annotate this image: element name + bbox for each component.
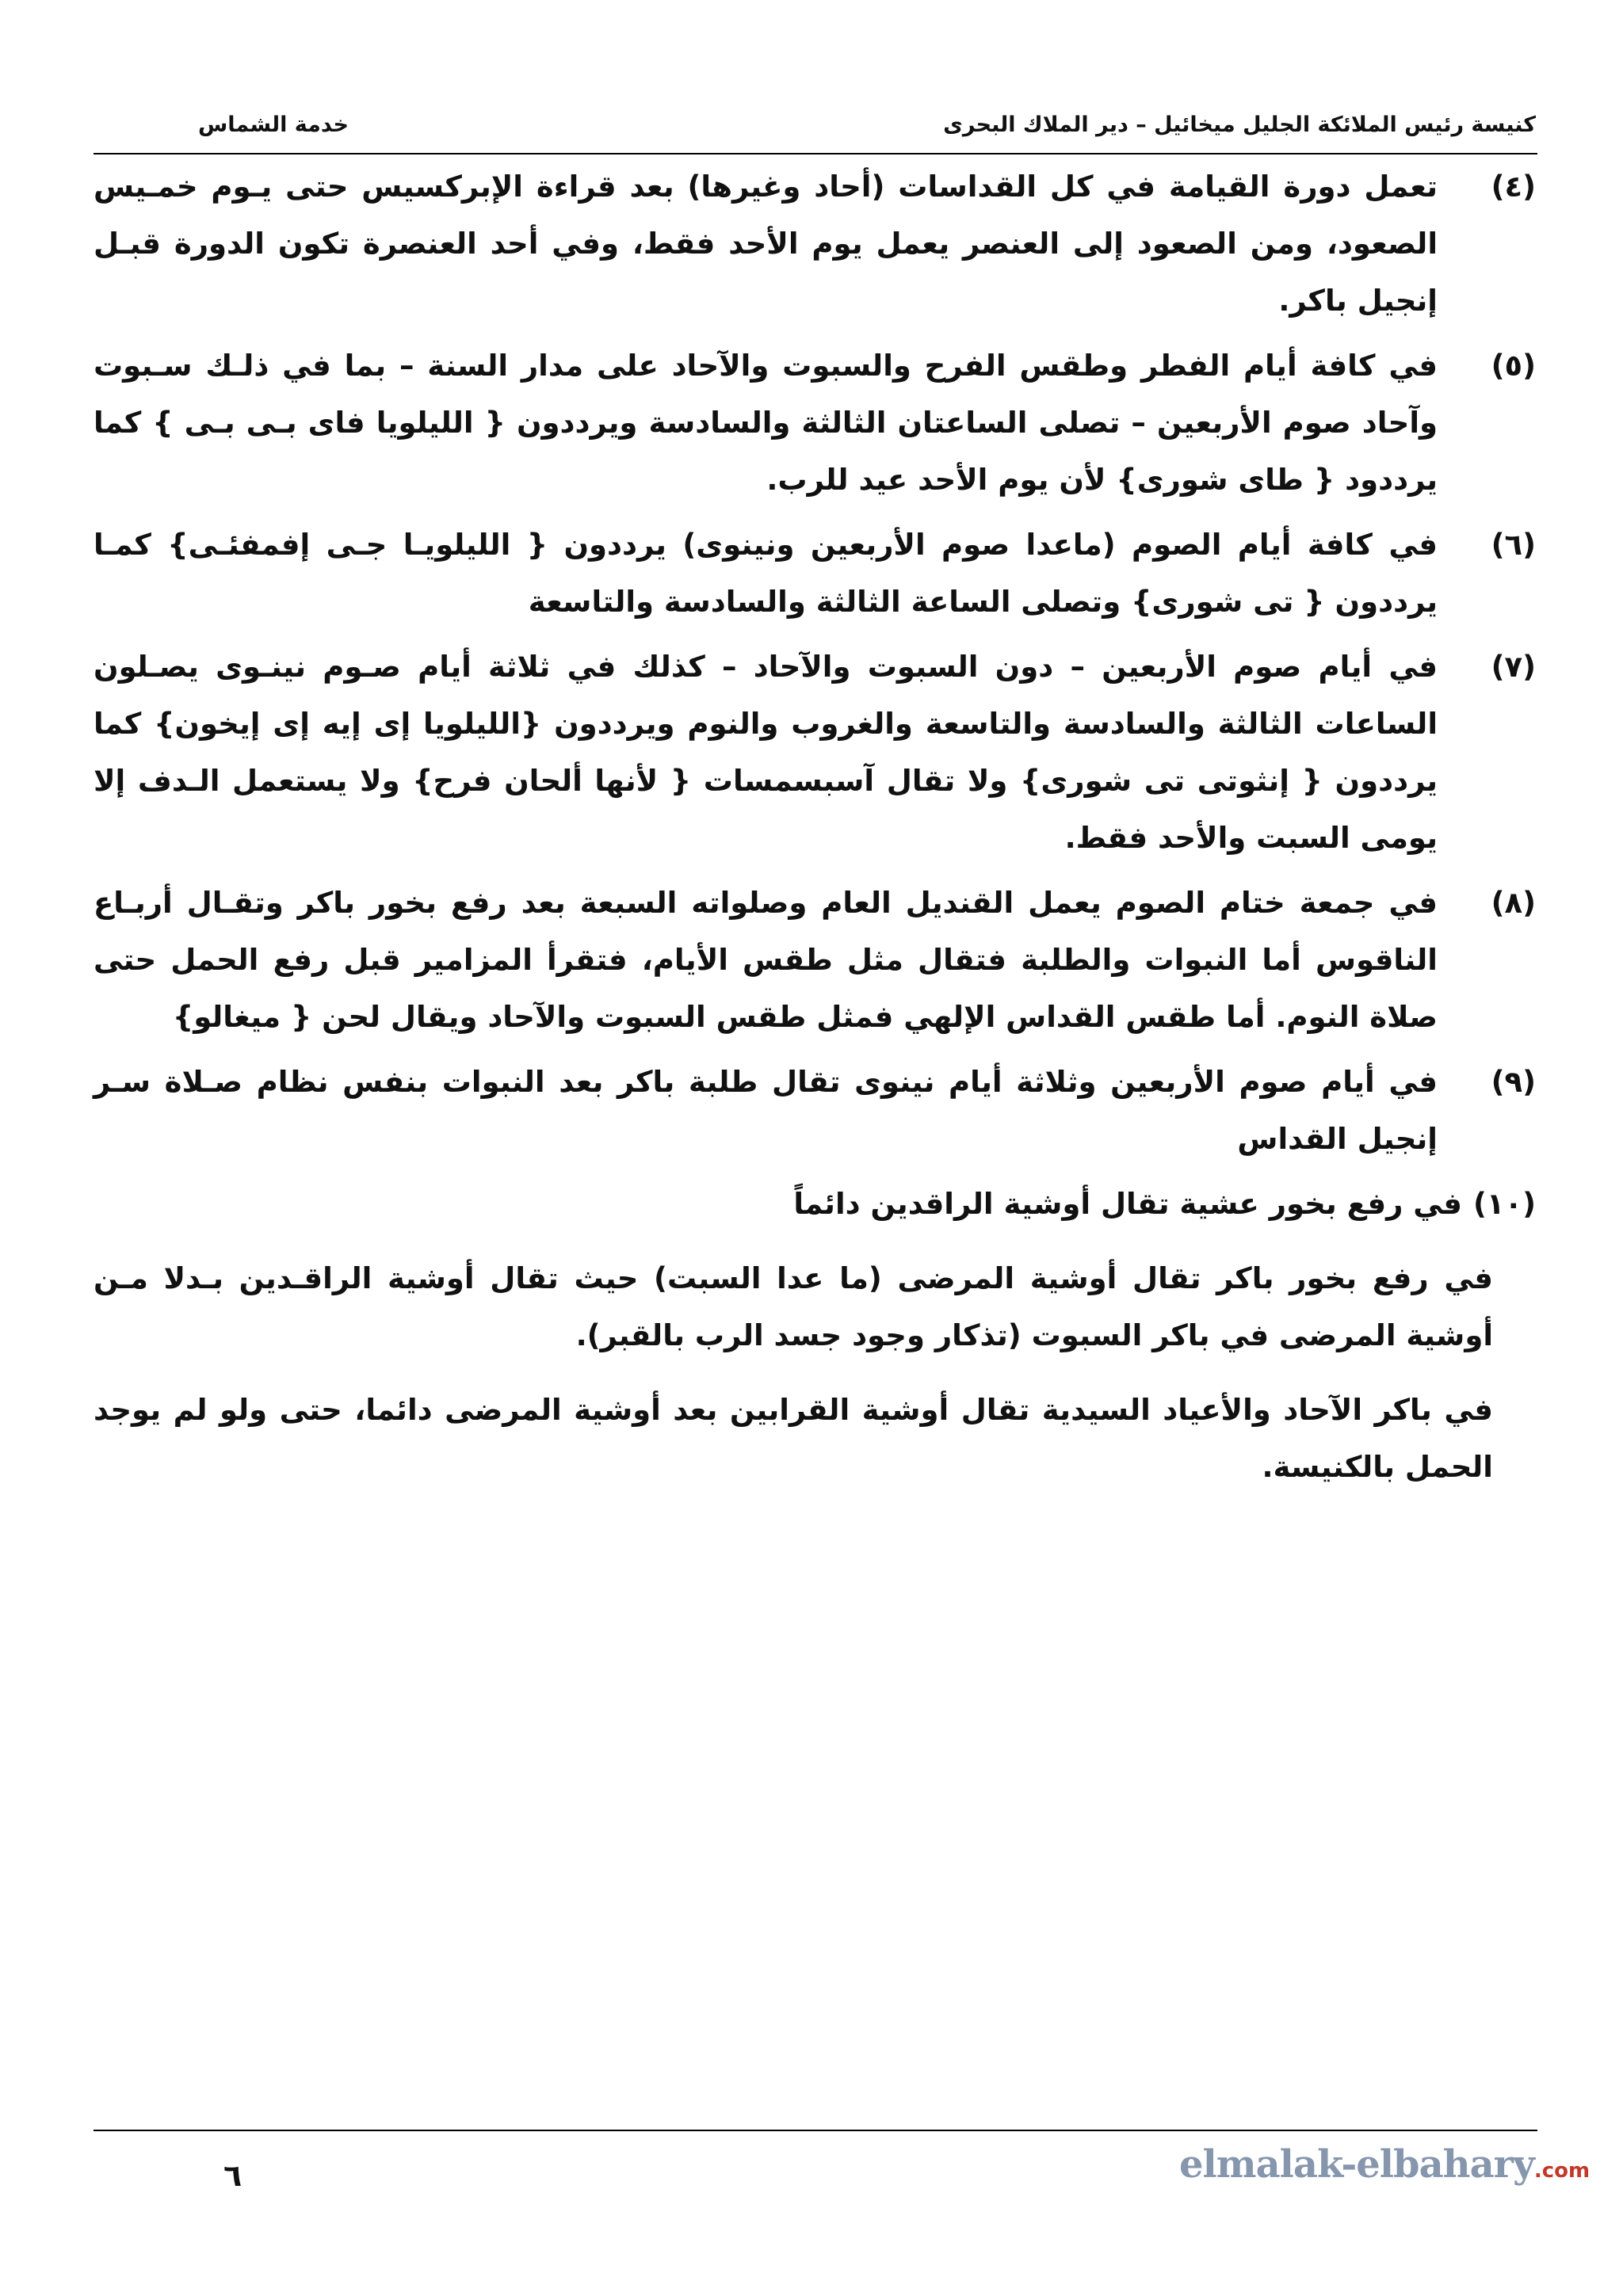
paragraph-sunday-feasts: في باكر الآحاد والأعياد السيدية تقال أوشية القرابين بعد أوشية المرضى دائما، حتى ولو لم يوجد الحمل بالكنيسة. (94, 1393, 1493, 1484)
rule-item-5 (94, 338, 1536, 509)
website-logo (1179, 2142, 1590, 2187)
logo-name: elmalak-elbahary (1179, 2142, 1534, 2187)
main-content (94, 158, 1536, 1496)
logo-domain: .com (1533, 2159, 1591, 2183)
item-number: (٦) (1491, 528, 1536, 562)
rule-item-9 (94, 1054, 1536, 1168)
item-number: (١٠) (1472, 1187, 1536, 1221)
item-text: في رفع بخور عشية تقال أوشية الراقدين دائماً (793, 1187, 1462, 1221)
paragraph-morning-incense: في رفع بخور باكر تقال أوشية المرضى (ما عدا السبت) حيث تقال أوشية الراقـدين بـدلا مـن أوشية المرضى في باكر السبوت (تذكار وجود جسد الرب بالقبر). (94, 1261, 1493, 1352)
footer-divider (94, 2130, 1537, 2131)
item-text: في أيام صوم الأربعين – دون السبوت والآحاد – كذلك في ثلاثة أيام صـوم نينـوى يصـلون الساعات الثالثة والسادسة والتاسعة والغروب والنوم ويرددون {الليلويا إى إيه إى إيخون} كما يرددون { إنثوتى تى شورى} ولا تقال آسبسمسات { لأنها ألحان فرح} ولا يستعمل الـدف إلا يومى السبت والأحد فقط. (94, 650, 1438, 855)
header-church-title: كنيسة رئيس الملائكة الجليل ميخائيل – دير الملاك البحرى (943, 113, 1536, 137)
item-number: (٧) (1491, 650, 1536, 684)
header-divider (94, 153, 1537, 154)
header-section-title: خدمة الشماس (198, 113, 349, 137)
rule-item-4 (94, 158, 1536, 330)
item-text: في أيام صوم الأربعين وثلاثة أيام نينوى تقال طلبة باكر بعد النبوات بنفس نظام صـلاة سـر إنجيل القداس (94, 1065, 1438, 1156)
rule-item-8 (94, 875, 1536, 1046)
item-text: في كافة أيام الفطر وطقس الفرح والسبوت والآحاد على مدار السنة – بما في ذلـك سـبوت وآحاد صوم الأربعين – تصلى الساعتان الثالثة والسادسة ويرددون { الليلويا فاى بـى بـى } كما يرددود { طاى شورى} لأن يوم الأحد عيد للرب. (94, 349, 1438, 497)
item-number: (٤) (1491, 170, 1536, 204)
item-number: (٥) (1491, 349, 1536, 383)
item-text: في جمعة ختام الصوم يعمل القنديل العام وصلواته السبعة بعد رفع بخور باكر وتقـال أربـاع الناقوس أما النبوات والطلبة فتقال مثل طقس الأيام، فتقرأ المزامير قبل رفع الحمل حتى صلاة النوم. أما طقس القداس الإلهي فمثل طقس السبوت والآحاد ويقال لحن { ميغالو} (94, 886, 1438, 1034)
rule-item-10 (94, 1176, 1536, 1233)
item-number: (٨) (1491, 886, 1536, 920)
item-number: (٩) (1491, 1065, 1536, 1099)
item-text: في كافة أيام الصوم (ماعدا صوم الأربعين ونينوى) يرددون { الليلويـا جـى إفمفئـى} كمـا يرددون { تى شورى} وتصلى الساعة الثالثة والسادسة والتاسعة (94, 528, 1438, 619)
rule-item-7 (94, 639, 1536, 867)
rule-item-6 (94, 517, 1536, 631)
page-number: ٦ (223, 2158, 242, 2193)
item-text: تعمل دورة القيامة في كل القداسات (أحاد وغيرها) بعد قراءة الإبركسيس حتى يـوم خمـيس الصعود، ومن الصعود إلى العنصر يعمل يوم الأحد فقط، وفي أحد العنصرة تكون الدورة قبـل إنجيل باكر. (94, 170, 1438, 318)
